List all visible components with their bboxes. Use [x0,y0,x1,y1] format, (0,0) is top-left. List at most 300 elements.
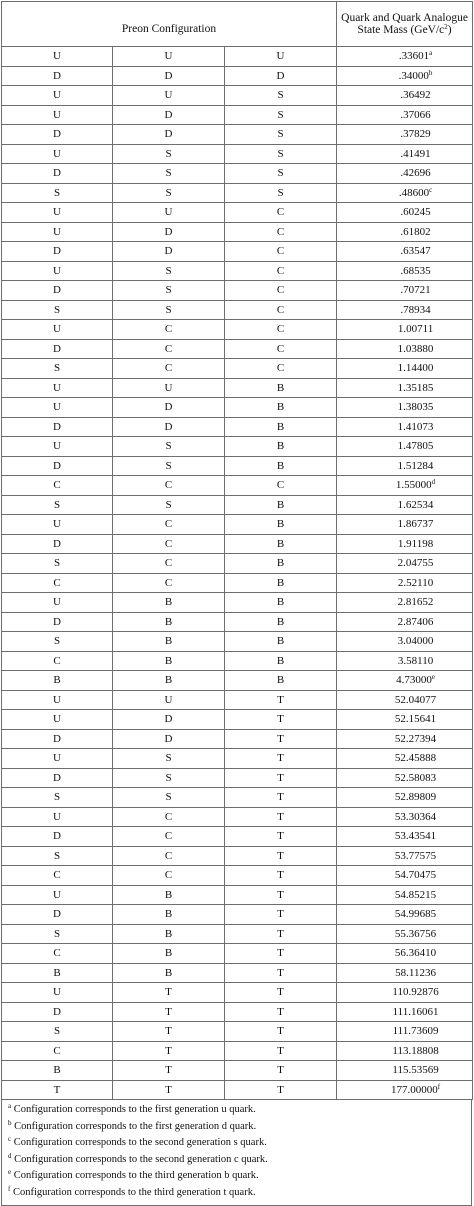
preon-cell-3: T [225,1061,337,1081]
mass-cell [337,671,473,691]
preon-cell-2: B [113,671,225,691]
mass-value: 53.77575 [394,849,437,862]
table-row [2,1002,473,1022]
table-row [2,144,473,164]
preon-cell-1: U [2,437,113,457]
preon-cell-2: C [113,827,225,847]
table-row [2,554,473,574]
preon-cell-2: U [113,203,225,223]
preon-cell-1: U [2,398,113,418]
mass-cell [337,632,473,652]
preon-cell-3: T [225,905,337,925]
preon-cell-1: S [2,1022,113,1042]
preon-cell-1: D [2,612,113,632]
table-row [2,105,473,125]
table-row [2,671,473,691]
mass-cell [337,905,473,925]
table-row [2,827,473,847]
mass-value: 2.87406 [397,615,434,628]
footnote-text: Configuration corresponds to the first generation u quark. [13,1104,256,1115]
mass-value: 177.00000 [390,1083,438,1096]
mass-cell [337,261,473,281]
preon-cell-3: T [225,866,337,886]
preon-cell-3: T [225,749,337,769]
mass-cell [337,300,473,320]
mass-cell [337,749,473,769]
preon-cell-2: C [113,573,225,593]
mass-value: 1.41073 [397,420,434,433]
mass-cell [337,281,473,301]
mass-cell [337,1022,473,1042]
preon-cell-2: D [113,125,225,145]
footnote [8,1168,465,1185]
preon-cell-2: B [113,905,225,925]
table-row [2,66,473,86]
preon-cell-2: S [113,164,225,184]
preon-cell-1: D [2,768,113,788]
table-row [2,924,473,944]
table-row [2,495,473,515]
footnote-marker: b [428,68,433,77]
mass-cell [337,554,473,574]
table-row [2,788,473,808]
mass-cell [337,788,473,808]
mass-cell [337,144,473,164]
mass-cell [337,183,473,203]
mass-cell [337,222,473,242]
mass-cell [337,398,473,418]
preon-cell-1: D [2,339,113,359]
mass-value: .63547 [400,245,431,258]
preon-cell-2: D [113,398,225,418]
mass-cell [337,690,473,710]
mass-value: 1.47805 [397,440,434,453]
preon-cell-2: B [113,632,225,652]
table-row [2,729,473,749]
preon-cell-1: D [2,164,113,184]
preon-cell-2: S [113,495,225,515]
mass-cell [337,203,473,223]
table-row [2,183,473,203]
preon-cell-2: T [113,1002,225,1022]
preon-cell-1: U [2,983,113,1003]
preon-cell-3: C [225,281,337,301]
mass-cell [337,66,473,86]
preon-cell-3: T [225,1022,337,1042]
preon-cell-2: S [113,281,225,301]
table-row [2,339,473,359]
mass-cell [337,651,473,671]
mass-cell [337,885,473,905]
table-row [2,456,473,476]
preon-cell-1: B [2,671,113,691]
mass-cell [337,164,473,184]
mass-cell [337,807,473,827]
preon-cell-1: S [2,924,113,944]
quark-mass-table [1,1,473,1100]
preon-cell-2: C [113,846,225,866]
mass-cell [337,1080,473,1100]
table-row [2,710,473,730]
table-row [2,651,473,671]
mass-cell [337,515,473,535]
mass-value: 1.14400 [397,362,434,375]
mass-value: .78934 [400,303,431,316]
mass-header-superscript: 2 [444,23,448,31]
preon-cell-2: B [113,944,225,964]
mass-cell [337,378,473,398]
preon-cell-1: S [2,788,113,808]
preon-cell-1: C [2,1041,113,1061]
preon-cell-2: C [113,515,225,535]
mass-cell [337,437,473,457]
footnote-text: Configuration corresponds to the second generation c quark. [14,1153,268,1165]
mass-value: 52.27394 [394,732,437,745]
preon-cell-3: T [225,983,337,1003]
preon-cell-3: U [225,47,337,67]
preon-cell-3: C [225,261,337,281]
table-row [2,300,473,320]
state-mass-header [337,2,473,47]
table-header-row [2,2,473,47]
mass-value: 1.38035 [397,401,434,414]
preon-cell-3: C [225,359,337,379]
preon-cell-1: B [2,963,113,983]
preon-cell-2: T [113,1061,225,1081]
mass-cell [337,593,473,613]
preon-cell-2: S [113,788,225,808]
mass-header-line2-prefix: State Mass (GeV/c [357,24,445,36]
mass-value: .48600 [398,186,430,199]
preon-cell-3: B [225,554,337,574]
preon-cell-3: T [225,1002,337,1022]
preon-cell-1: U [2,261,113,281]
mass-cell [337,944,473,964]
mass-cell [337,573,473,593]
preon-cell-2: T [113,1080,225,1100]
mass-cell [337,846,473,866]
preon-cell-2: B [113,593,225,613]
footnote-marker: e [431,673,435,682]
preon-cell-3: B [225,378,337,398]
mass-value: .33601 [398,50,430,63]
footnote [8,1119,465,1136]
preon-cell-3: T [225,807,337,827]
table-row [2,846,473,866]
table-row [2,242,473,262]
table-row [2,983,473,1003]
preon-cell-2: D [113,105,225,125]
mass-value: .68535 [400,264,431,277]
mass-value: 110.92876 [392,986,439,999]
table-row [2,261,473,281]
preon-cell-1: D [2,534,113,554]
table-row [2,164,473,184]
mass-value: 115.53569 [392,1064,439,1077]
preon-cell-1: U [2,378,113,398]
mass-value: 1.62534 [397,498,434,511]
mass-value: 2.04755 [397,557,434,570]
mass-value: 1.86737 [397,518,434,531]
table-row [2,963,473,983]
preon-cell-1: U [2,47,113,67]
preon-cell-1: U [2,690,113,710]
table-row [2,1022,473,1042]
preon-cell-2: T [113,1022,225,1042]
preon-cell-1: C [2,944,113,964]
preon-cell-3: T [225,885,337,905]
footnote-text: Configuration corresponds to the second generation s quark. [13,1137,267,1149]
preon-cell-3: T [225,710,337,730]
mass-value: 56.36410 [394,947,437,960]
table-row [2,807,473,827]
preon-cell-1: D [2,125,113,145]
mass-cell [337,125,473,145]
mass-cell [337,983,473,1003]
preon-cell-3: B [225,437,337,457]
preon-cell-1: C [2,866,113,886]
mass-value: .37066 [400,108,431,121]
table-row [2,690,473,710]
mass-value: 1.91198 [397,537,434,550]
preon-cell-2: U [113,86,225,106]
mass-value: 2.81652 [397,596,434,609]
preon-cell-2: B [113,963,225,983]
mass-value: 113.18808 [392,1044,439,1057]
mass-value: 52.89809 [394,791,437,804]
mass-value: 1.35185 [397,381,434,394]
table-row [2,612,473,632]
mass-value: 1.51284 [397,459,434,472]
mass-cell [337,242,473,262]
preon-cell-3: T [225,1080,337,1100]
preon-cell-1: B [2,1061,113,1081]
mass-value: .36492 [400,89,431,102]
table-row [2,1041,473,1061]
preon-cell-2: C [113,534,225,554]
table-row [2,593,473,613]
preon-cell-3: B [225,515,337,535]
preon-cell-1: D [2,905,113,925]
mass-cell [337,612,473,632]
mass-cell [337,534,473,554]
mass-value: .61802 [400,225,431,238]
table-row [2,573,473,593]
footnote-mark: e [8,1168,12,1177]
preon-cell-2: D [113,729,225,749]
preon-cell-2: D [113,417,225,437]
preon-cell-2: U [113,47,225,67]
table-row [2,203,473,223]
mass-header-line2-suffix: ) [447,24,452,36]
preon-cell-3: S [225,86,337,106]
table-row [2,320,473,340]
preon-cell-3: T [225,729,337,749]
preon-cell-2: C [113,807,225,827]
mass-cell [337,359,473,379]
preon-cell-1: U [2,222,113,242]
preon-cell-1: S [2,183,113,203]
mass-cell [337,47,473,67]
preon-cell-2: C [113,320,225,340]
preon-cell-1: D [2,729,113,749]
mass-value: 111.73609 [392,1025,439,1038]
preon-cell-3: B [225,573,337,593]
mass-value: 1.00711 [397,323,434,336]
preon-cell-1: S [2,359,113,379]
preon-cell-3: B [225,593,337,613]
preon-cell-3: S [225,105,337,125]
table-row [2,437,473,457]
footnote-marker: f [437,1082,441,1091]
table-body [2,47,473,1100]
preon-cell-3: B [225,534,337,554]
preon-cell-3: T [225,944,337,964]
footnote-mark: c [8,1135,12,1144]
preon-cell-2: S [113,261,225,281]
preon-cell-3: B [225,495,337,515]
preon-cell-1: D [2,1002,113,1022]
footnote-mark: a [8,1102,12,1110]
preon-cell-2: S [113,300,225,320]
table-row [2,944,473,964]
preon-cell-3: C [225,300,337,320]
mass-cell [337,320,473,340]
preon-cell-2: U [113,378,225,398]
preon-cell-3: C [225,320,337,340]
table-row [2,222,473,242]
mass-value: .34000 [398,69,429,82]
preon-cell-3: B [225,612,337,632]
mass-value: .41491 [400,147,431,160]
preon-cell-3: T [225,768,337,788]
preon-cell-3: T [225,1041,337,1061]
preon-cell-2: D [113,222,225,242]
preon-cell-2: D [113,710,225,730]
preon-cell-3: S [225,164,337,184]
preon-cell-1: U [2,749,113,769]
preon-cell-2: B [113,612,225,632]
table-row [2,398,473,418]
mass-cell [337,1061,473,1081]
mass-cell [337,1041,473,1061]
preon-cell-3: C [225,222,337,242]
preon-cell-1: D [2,456,113,476]
footnote [8,1152,465,1169]
preon-cell-1: C [2,573,113,593]
table-row [2,768,473,788]
preon-cell-1: U [2,710,113,730]
preon-cell-1: D [2,417,113,437]
table-row [2,749,473,769]
preon-cell-1: S [2,554,113,574]
preon-cell-1: S [2,632,113,652]
mass-value: 54.70475 [394,869,437,882]
preon-cell-3: T [225,846,337,866]
table-row [2,47,473,67]
table-row [2,515,473,535]
preon-cell-2: S [113,768,225,788]
preon-cell-1: S [2,495,113,515]
mass-value: 111.16061 [392,1005,439,1018]
preon-cell-3: C [225,476,337,496]
table-row [2,359,473,379]
mass-cell [337,729,473,749]
preon-cell-3: S [225,144,337,164]
mass-header-line1: Quark and Quark Analogue [341,12,468,24]
preon-cell-1: U [2,86,113,106]
mass-value: 1.55000 [395,479,432,492]
preon-cell-2: T [113,983,225,1003]
preon-cell-3: C [225,339,337,359]
mass-cell [337,495,473,515]
table-row [2,534,473,554]
preon-configuration-header: Preon Configuration [2,2,337,47]
preon-cell-1: D [2,242,113,262]
preon-cell-1: S [2,846,113,866]
mass-value: .60245 [400,206,431,219]
mass-value: 3.58110 [397,654,434,667]
table-row [2,417,473,437]
preon-cell-2: U [113,690,225,710]
mass-value: .70721 [400,284,431,297]
mass-value: 3.04000 [397,635,434,648]
preon-cell-2: D [113,66,225,86]
footnote [8,1102,465,1119]
preon-cell-3: B [225,671,337,691]
mass-value: .37829 [400,128,431,141]
preon-cell-1: U [2,203,113,223]
footnote-marker: a [429,49,433,58]
preon-cell-2: C [113,476,225,496]
footnote-mark: b [8,1118,12,1127]
table-row [2,378,473,398]
preon-cell-2: C [113,554,225,574]
preon-cell-1: U [2,320,113,340]
footnote-text: Configuration corresponds to the first generation d quark. [14,1120,257,1132]
mass-value: 52.04077 [394,693,437,706]
preon-cell-1: T [2,1080,113,1100]
preon-cell-1: U [2,515,113,535]
preon-cell-2: S [113,437,225,457]
mass-value: 54.85215 [394,888,437,901]
preon-cell-3: S [225,183,337,203]
footnote-marker: c [429,185,433,194]
preon-cell-3: B [225,651,337,671]
table-row [2,125,473,145]
preon-cell-3: B [225,632,337,652]
table-row [2,1080,473,1100]
mass-value: 52.15641 [394,713,437,726]
preon-cell-3: C [225,203,337,223]
table-row [2,281,473,301]
preon-cell-3: B [225,417,337,437]
table-row [2,476,473,496]
footnote-mark: f [8,1184,11,1193]
preon-cell-3: T [225,827,337,847]
mass-value: 1.03880 [397,342,434,355]
mass-value: 2.52110 [397,576,434,589]
table-row [2,905,473,925]
preon-cell-3: T [225,924,337,944]
footnote [8,1185,465,1202]
mass-cell [337,710,473,730]
preon-cell-2: S [113,144,225,164]
preon-cell-2: S [113,749,225,769]
mass-value: 4.73000 [396,674,432,687]
mass-cell [337,339,473,359]
mass-cell [337,924,473,944]
